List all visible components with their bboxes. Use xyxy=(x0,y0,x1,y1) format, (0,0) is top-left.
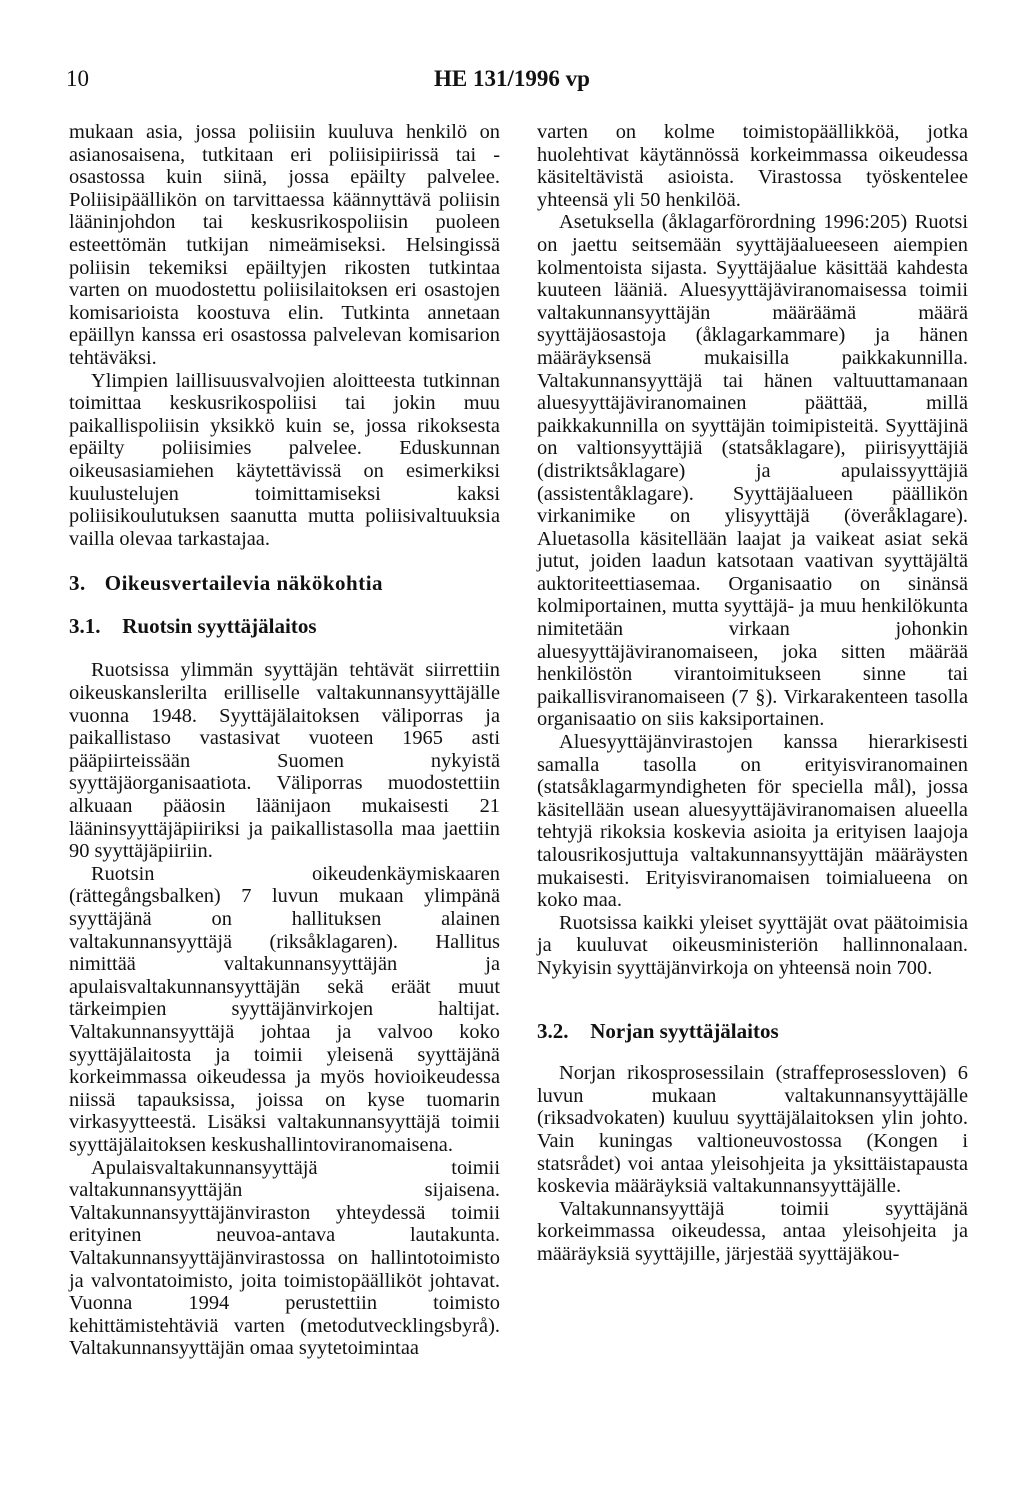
section-title: Oikeusvertailevia näkökohtia xyxy=(104,571,384,596)
section-heading-3 xyxy=(69,572,500,595)
paragraph: Ylimpien laillisuusvalvojien aloitteesta tutkinnan toimittaa keskusrikospoliisi tai jokin muu paikallispoliisin yksikkö kuin se, jossa rikoksesta epäilty poliisimies palvelee. Eduskunnan oikeusasiamiehen käytettävissä on esimerkiksi kuulustelujen toimittamiseksi kaksi poliisikoulutuksen saanutta mutta poliisivaltuuksia vailla olevaa tarkastajaa. xyxy=(69,369,500,550)
section-heading-3-1 xyxy=(69,615,500,638)
paragraph: Ruotsissa kaikki yleiset syyttäjät ovat päätoimisia ja kuuluvat oikeusministeriön hallinnonalaan. Nykyisin syyttäjänvirkoja on yhteensä noin 700. xyxy=(537,911,968,979)
paragraph: Valtakunnansyyttäjä toimii syyttäjänä korkeimmassa oikeudessa, antaa yleisohjeita ja määräyksiä syyttäjille, järjestää syyttäjäkou- xyxy=(537,1197,968,1265)
paragraph: Aluesyyttäjänvirastojen kanssa hierarkisesti samalla tasolla on erityisviranomainen (statsåklagarmyndigheten för speciella mål), jossa käsitellään usean aluesyyttäjäviranomaisen alueella tehtyjä rikoksia koskevia asioita ja erityisen laajoja talousrikosjuttuja valtakunnansyyttäjän määräysten mukaisesti. Erityisviranomaisen toimialueena on koko maa. xyxy=(537,731,968,912)
paragraph: mukaan asia, jossa poliisiin kuuluva henkilö on asianosaisena, tutkitaan eri poliisipiirissä tai -osastossa kuin siinä, jossa epäilty palvelee. Poliisipäällikön on tarvittaessa käännyttävä poliisin lääninjohdon tai keskusrikospoliisin puoleen esteettömän tutkijan nimeämiseksi. Helsingissä poliisin tekemiksi epäiltyjen rikosten tutkintaa varten on muodostettu poliisilaitoksen eri osastojen komisarioista koostuva elin. Tutkinta annetaan epäillyn kanssa eri osastossa palvelevan komisarion tehtäväksi. xyxy=(69,121,500,369)
section-title: Ruotsin syyttäjälaitos xyxy=(122,613,317,638)
section-number: 3. xyxy=(69,571,86,596)
section-number: 3.1. xyxy=(69,613,101,638)
left-column xyxy=(69,121,500,1360)
section-number: 3.2. xyxy=(537,1018,569,1043)
paragraph: varten on kolme toimistopäällikköä, jotka huolehtivat käytännössä korkeimmassa oikeudessa käsiteltävistä asioista. Virastossa työskentelee yhteensä yli 50 henkilöä. xyxy=(537,121,968,211)
paragraph: Norjan rikosprosessilain (straffeprosessloven) 6 luvun mukaan valtakunnansyyttäjälle (riksadvokaten) kuuluu syyttäjälaitoksen ylin johto. Vain kuningas valtioneuvostossa (Kongen i statsrådet) voi antaa yleisohjeita ja yksittäistapausta koskevia määräyksiä valtakunnansyyttäjälle. xyxy=(537,1062,968,1198)
section-title: Norjan syyttäjälaitos xyxy=(590,1018,779,1043)
paragraph: Ruotsissa ylimmän syyttäjän tehtävät siirrettiin oikeuskanslerilta erilliselle valtakunnansyyttäjälle vuonna 1948. Syyttäjälaitoksen väliporras ja paikallistaso vastasivat vuoteen 1965 asti pääpiirteissään Suomen nykyistä syyttäjäorganisaatiota. Väliporras muodostettiin alkuaan pääosin läänijaon mukaisesti 21 lääninsyyttäjäpiiriksi ja paikallistasolla maa jaettiin 90 syyttäjäpiiriin. xyxy=(69,659,500,863)
section-heading-3-2 xyxy=(537,1020,968,1043)
paragraph: Asetuksella (åklagarförordning 1996:205) Ruotsi on jaettu seitsemään syyttäjäalueeseen aiempien kolmentoista sijasta. Syyttäjäalue käsittää kahdesta kuuteen lääniä. Aluesyyttäjäviranomaisessa toimii valtakunnansyyttäjän määräämä määrä syyttäjäosastoja (åklagarkammare) ja hänen määräyksensä mukaisilla paikkakunnilla. Valtakunnansyyttäjä tai hänen valtuuttamanaan aluesyyttäjäviranomainen päättää, millä paikkakunnilla on syyttäjän toimipisteitä. Syyttäjinä on valtionsyyttäjiä (statsåklagare), piirisyyttäjiä (distriktsåklagare) ja apulaissyyttäjiä (assistentåklagare). Syyttäjäalueen päällikön virkanimike on ylisyyttäjä (överåklagare). Aluetasolla käsitellään laajat ja vaikeat asiat sekä jutut, joiden laadun katsotaan vaativan syyttäjältä auktoriteettiasemaa. Organisaatio on sinänsä kolmiportainen, mutta syyttäjä- ja muu henkilökunta nimitetään virkaan johonkin aluesyyttäjäviranomaiseen, joka sitten määrää henkilöstön virantoimitukseen sinne tai paikallisviranomaiseen (7 §). Virkarakenteen tasolla organisaatio on siis kaksiportainen. xyxy=(537,211,968,731)
paragraph: Ruotsin oikeudenkäymiskaaren (rättegångsbalken) 7 luvun mukaan ylimpänä syyttäjänä on hallituksen alainen valtakunnansyyttäjä (riksåklagaren). Hallitus nimittää valtakunnansyyttäjän ja apulaisvaltakunnansyyttäjän sekä eräät muut tärkeimpien syyttäjänvirkojen haltijat. Valtakunnansyyttäjä johtaa ja valvoo koko syyttäjälaitosta ja toimii yleisenä syyttäjänä korkeimmassa oikeudessa ja myös hovioikeudessa niissä tapauksissa, joissa on kyse tuomarin virkasyytteestä. Lisäksi valtakunnansyyttäjä toimii syyttäjälaitoksen keskushallintoviranomaisena. xyxy=(69,862,500,1156)
document-id: HE 131/1996 vp xyxy=(434,66,590,91)
page-number: 10 xyxy=(66,66,89,91)
right-column xyxy=(537,121,968,1266)
paragraph: Apulaisvaltakunnansyyttäjä toimii valtakunnansyyttäjän sijaisena. Valtakunnansyyttäjänviraston yhteydessä toimii erityinen neuvoa-antava lautakunta. Valtakunnansyyttäjänvirastossa on hallintotoimisto ja valvontatoimisto, joita toimistopäälliköt johtavat. Vuonna 1994 perustettiin toimisto kehittämistehtäviä varten (metodutvecklingsbyrå). Valtakunnansyyttäjän omaa syytetoimintaa xyxy=(69,1156,500,1360)
